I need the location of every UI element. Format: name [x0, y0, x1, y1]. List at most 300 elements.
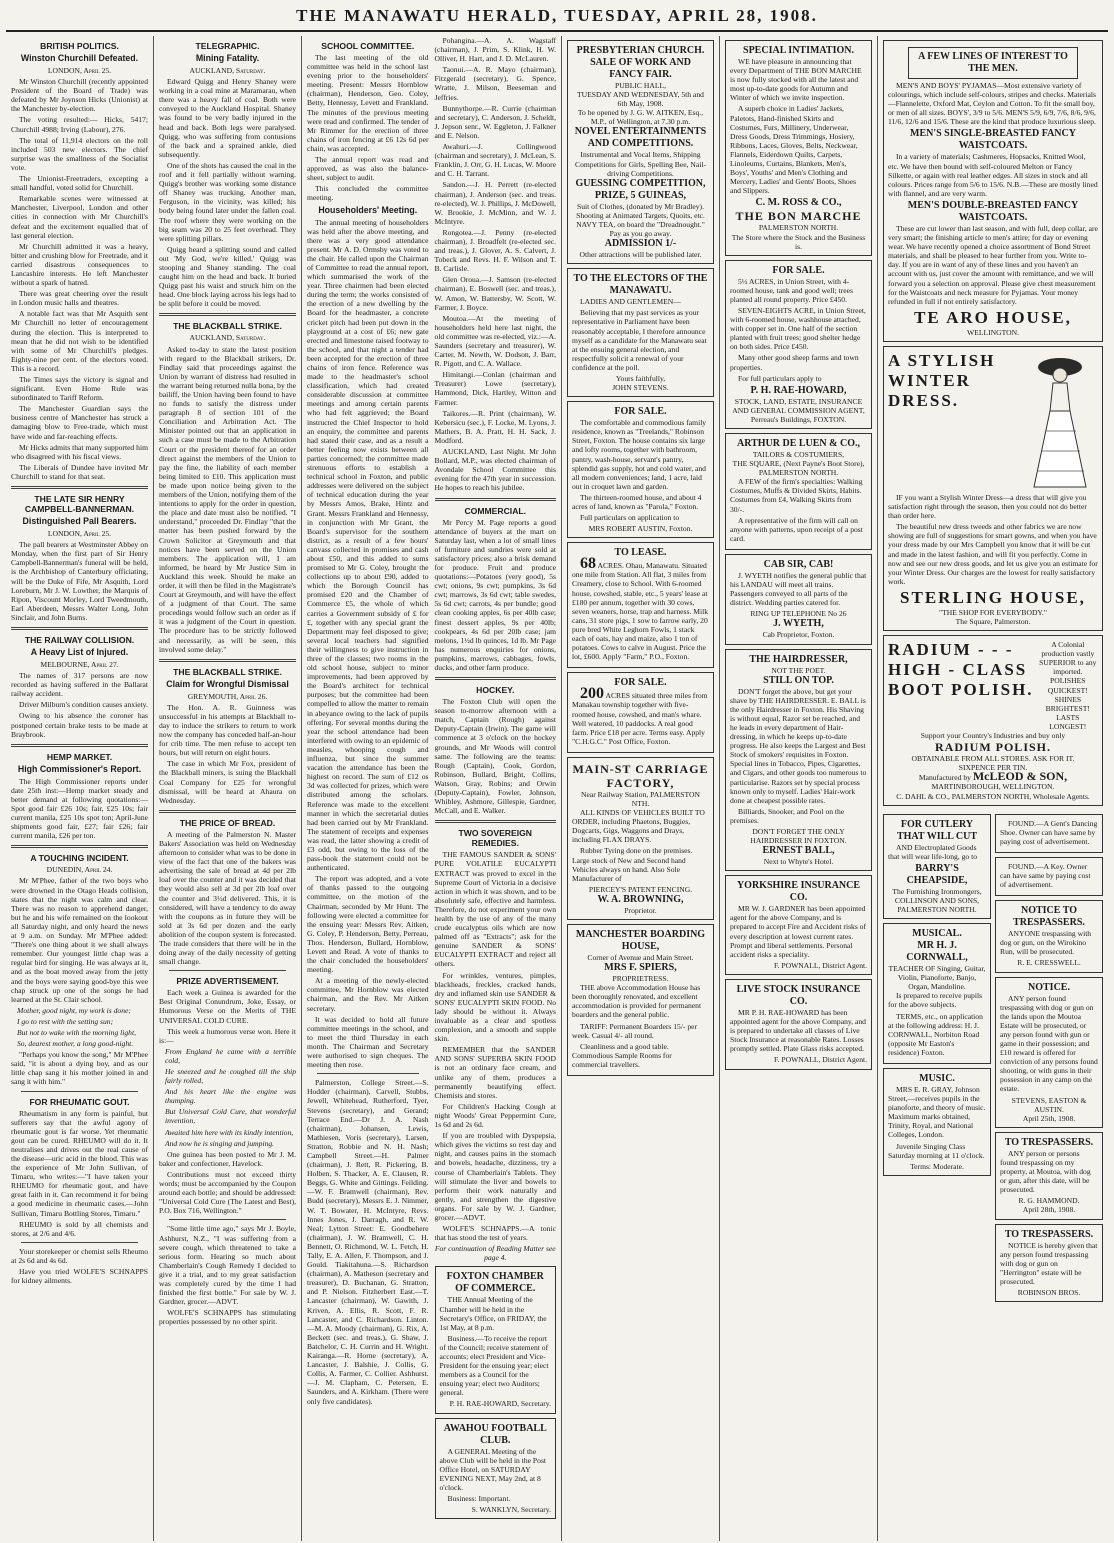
- ad-text: Rubber Tyring done on the premises. Large stock of New and Second hand Vehicles always on hand. Also Sole Manufacturer of: [572, 846, 693, 883]
- paragraph: Taikores.—R. Print (chairman), W. Kebersicu (sec.), F. Locke, M. Lyons, J. Mathers, B. A. Pratt, H. H. Sack, J. Modford.: [434, 408, 556, 445]
- paragraph: WOLFE'S SCHNAPPS.—A tonic that has stood the test of years.: [434, 1224, 556, 1243]
- ad-text: STOCK, LAND, ESTATE, INSURANCE AND GENERAL COMMISSION AGENT,: [732, 396, 865, 415]
- ad-text: Corner of Avenue and Main Street.: [587, 953, 694, 962]
- poem-line: From England he came with a terrible cold,: [165, 1046, 296, 1065]
- paragraph: The annual report was read and approved, as was also the balance-sheet, subject to audit.: [307, 155, 429, 183]
- ad-heading: ARTHUR DE LUEN & CO.,: [737, 438, 860, 449]
- paragraph: This week a humorous verse won. Here it is:—: [159, 1026, 296, 1045]
- ad-text: TAILORS & COSTUMIERS,: [752, 450, 845, 459]
- paragraph: One guinea has been posted to Mr J. M. baker and confectioner, Havelock.: [159, 1149, 296, 1168]
- ad-heading: A FEW LINES OF INTEREST TO THE MEN.: [908, 47, 1078, 79]
- paragraph: The total of 11,914 electors on the roll included 503 new electors. The chief surprise was the smallness of the Socialist vote.: [11, 135, 148, 172]
- ad-text: A GENERAL Meeting of the above Club will be held in the Post Office Hotel, on SATURDAY EVENING NEXT, May 2nd, at 8 o'clock.: [439, 1446, 547, 1492]
- ad-text: TUESDAY AND WEDNESDAY, 5th and 6th May, 1908.: [577, 90, 704, 109]
- masthead: THE MANAWATU HERALD, TUESDAY, APRIL 28, 1908.: [6, 4, 1108, 32]
- ad-text: TERMS, etc., on application at the following address: H. J. CORNWALL, Norbiton Road (opposite Mr Easton's residence) Foxton.: [888, 1011, 983, 1057]
- paragraph: RHEUMO is sold by all chemists and stores, at 2/6 and 4/6.: [11, 1219, 148, 1238]
- ad-text: The Furnishing Ironmongers, COLLINSON AND SONS, PALMERSTON NORTH.: [892, 886, 982, 914]
- dateline: LONDON, April 25.: [47, 529, 112, 539]
- trespass-notice: [995, 977, 1103, 1128]
- ad-text: DON'T FORGET THE ONLY HAIRDRESSER IN FOXTON.: [750, 827, 847, 846]
- te-aro-house-ad: [883, 40, 1103, 342]
- acreage-number: 200: [580, 685, 604, 703]
- article-headline: Distinguished Pall Bearers.: [22, 516, 137, 527]
- ad-signature: W. A. BROWNING,: [597, 893, 684, 905]
- ad-text: Next to Whyte's Hotel.: [763, 857, 834, 867]
- radium-header: [888, 640, 1098, 731]
- column-3: [302, 36, 562, 1541]
- ad-text: THE SQUARE, (Next Payne's Boot Store), PALMERSTON NORTH.: [732, 459, 865, 478]
- ad-heading: FOR CUTLERY THAT WILL CUT: [896, 818, 978, 842]
- ad-heading: THE HAIRDRESSER,: [749, 653, 848, 665]
- column-1: [6, 36, 154, 1541]
- divider: [159, 810, 296, 813]
- awahou-football-ad: [435, 1418, 557, 1520]
- ad-text: ANY person found trespassing with dog or gun on the lands upon the Moutoa Estate will be prosecuted, or any person found with gun or game in their possession; and £10 reward is offered for conviction of any persons found shooting, or with guns in their possession in any camp on the estate.: [1000, 993, 1098, 1094]
- paragraph: One of the shots has caused the coal in the roof and it fell partially without warning. Quigg's brother was working some distance off Shaney was trucking. Another man, Ferguson, in the vicinity, was killed; his body being found later under the fallen coal. The roof where they were working on the big seam was 20 to 25 feet overhead. They were splitting pillars.: [159, 160, 296, 243]
- ad-heading: MUSICAL.: [912, 928, 962, 940]
- ad-text: PUBLIC HALL,: [614, 81, 667, 90]
- ad-text: "THE SHOP FOR EVERYBODY.": [939, 607, 1047, 617]
- ad-subheading: SALE OF WORK AND FANCY FAIR.: [590, 57, 691, 80]
- ad-text: ANYONE trespassing with dog or gun, on the Wirokino Run, will be prosecuted.: [1000, 929, 1092, 957]
- paragraph: Contributions must not exceed thirty words; must be accompanied by the Coupon around each bottle; and should be addressed: "Universal Cold Cure (The Latest and Best), P.O. Box 716, Wellington.": [159, 1169, 296, 1216]
- ad-text: Believing that my past services as your representative in Parliament have been reasonably acceptable, I therefore announce myself as a candidate for the Manawatu seat at the ensuing general election, and respectfully solicit a renewal of your confidence at the poll.: [572, 308, 707, 372]
- ad-text: Other attractions will be published later.: [579, 250, 702, 260]
- paragraph: Palmerston, College Street.—S. Hodder (chairman), Carvell, Stubbs, Jewell, Whitehead, Rutherford, Tyer, Stevens (secretary), and Gerand; Terrace End.—Dr J. A. Nash (chairman), Johansen, Lewis, Mathiesen, Voris (secretary), Larsen, Stratton, Robbie and N. H. Nash; Campbell Street.—H. Palmer (chairman), J. Rett, R. Pickering, B. Holben, S. Thacker, A. E. Clausen, R. Beggs, G. White and Gittings. Feilding.—W. F. Bramwell (chairman), Rev. Budd (secretary), Messrs E. J. Nimmer, W. T. Bowater, H. McIntyre, Revs. Innes Jones, J. Darragh, and R. W. Neal; Lytton Street: E. Goodbehere (chairman), J. W. Bramwell, C. H. Bennett, O. Richmond, W. L. Fetch, H. Tally, E. A. Allen, F. Thompson, and J. Gould. Tiakitahuna.—S. Richardson (chairman), A. Matheson (secretary and treasurer), D. Buchanan, G. Stratton, and P. Nielson. Fitzherbert East.—T. Lancaster (chairman), W. Gawith, J. Kriven, A. Ellis, R. Scott, F. R. Lancaster, and C. Richardson. Linton.—M. A. Moody (chairman), G. Rix, A. Beckett (sec. and treas.), G. Shaw, J. Batchelor, C. H. Currin and H. Wright. Kairanga.—R. Horne (secretary), A. Lancaster, J. Balshie, J. Collis, G. Collis, A. Farmer, C. Collier. Ashhurst.—J. M. Clapham, C. Petersen, E. Saunders, and A. Kirkham. (There were only five candidates).: [307, 1078, 429, 1406]
- divider: [21, 1242, 138, 1243]
- ad-text: April 28th, 1908.: [1022, 1205, 1076, 1215]
- paragraph: Mr Hicks admits that many supported him who disagreed with his fiscal views.: [11, 442, 148, 461]
- ad-body: ACRES. Ohau, Manawatu. Situated one mile from Station. All flat, 3 miles from Creamery, close to School. With 6-roomed house, cowshed, stable, etc., 5 years' lease at £180 per annum, together with 30 cows, seven weaners, horse, trap and harness. Milk cans, 31 store pigs, 1 sow to farrow early, 20 pure bred White Leghorn Fowls, 1 stack each of oats, hay and maize, also 1 ton of potatoes. Cows to calve in August. Price the lot, £600. Apply "Farm," P.O., Foxton.: [572, 561, 709, 662]
- paragraph: "Perhaps you know the song," Mr M'Phee said, "it is about a dying boy, and as our little chap sang it his mother joined in and sang it with him.": [11, 1050, 148, 1087]
- divider: [435, 677, 557, 680]
- store-name: TE ARO HOUSE,: [914, 307, 1072, 327]
- divider: [169, 970, 286, 971]
- ad-signature: MR H. J. CORNWALL,: [906, 940, 968, 964]
- trespass-notice: [995, 1224, 1103, 1303]
- ad-text: In a variety of materials; Cashmeres, Hopsacks, Knitted Wool, etc. We have then bound with self-coloured Melton or Fancy Silkette, or again with real leather edges. All sizes in stock and all colours. Prices range from 5/6 to 15/6. N.B.—These are mostly lined with flannel, and are very warm.: [888, 152, 1098, 198]
- paragraph: Owing to his absence the coroner has postponed certain brake tests to be made at Braybrook.: [11, 711, 148, 739]
- paragraph: "Some little time ago," says Mr J. Boyle, Ashhurst, N.Z., "I was suffering from a severe cough, which threatened to take a serious form. Hearing so much about Chamberlain's Cough Remedy I decided to give it a trial, and to my great satisfaction was completely cured by the time I had finished the first bottle." For sale by W. J. Gardner, grocer.—ADVT.: [159, 1224, 296, 1307]
- paragraph: Pohangina.—A. A. Wagstaff (chairman), J. Prim, S. Klink, H. W. Olliver, H. Hart, and J. D. McLauren.: [434, 36, 556, 64]
- ad-text: The comfortable and commodious family residence, known as "Treelands," Robinson Street, Foxton. The house contains six large and lofty rooms, together with bathroom, pantry, wash-house, servant's pantry, splendid gas supply, hot and cold water, and all modern conveniences; land, 1 acre, laid out in croquet lawn and garden.: [572, 418, 707, 491]
- paragraph: Mr M'Phee, father of the two boys who were drowned in the Otago Heads collision, states that the night was calm and clear. There was no reason to apprehend danger, but he and his wife remained on the lookout all Saturday night, and only heard the news at 9 a.m. on Sunday. Mr M'Phee added: "There's one thing about it we shall always remember. Our youngest little chap was a regular bird for singing. He was always at it, and as the boat moved away from the jetty and the boys were saying good-bye this wee chap struck up one of the songs he had learned at the St. Clair school.: [11, 876, 148, 1004]
- divider: [159, 659, 296, 662]
- ad-signature: JOHN STEVENS.: [612, 383, 669, 393]
- divider: [11, 744, 148, 747]
- ad-heading: SPECIAL INTIMATION.: [743, 45, 854, 56]
- paragraph: The names of 317 persons are now recorded as having suffered in the Ballarat railway accident.: [11, 671, 148, 699]
- paragraph: Quigg heard a splitting sound and called out 'My God, we're killed.' Quigg was stooping and Shaney standing. The coal caught him on the head and back. It buried Quigg past his waist and struck him on the head. One block laying across his legs had to be split before it could be moved.: [159, 244, 296, 309]
- paragraph: Mr Churchill admitted it was a heavy, bitter and crushing blow for Freetrade, and it carried disastrous consequences to Lancashire interests. He left Manchester without a spark of hatred.: [11, 241, 148, 288]
- ad-heading: NOTICE.: [1028, 981, 1070, 993]
- ad-text: PALMERSTON NORTH.: [758, 223, 839, 233]
- ad-text: DON'T forget the above, but get your shave by THE HAIRDRESSER. E. BALL is the only Hairdresser in Foxton. His Shaving is without equal, Razor set be reached, and he leads in every department of Hair-dressing, in which he keeps up-to-date progress. He also keeps the Largest and Best Stock of smokers' requisites in Foxton. Special lines in Tobacco, Pipes, Cigarettes, and Cigars, and other goods too numerous to particularise. Razors set by special process known only to myself. Ladies' Hair-work done at cheapest possible rates.: [730, 686, 867, 805]
- headline-line: WINTER: [888, 370, 971, 390]
- poem-line: But not to wake with the morning light,: [17, 1027, 136, 1037]
- paragraph: Bunnythorpe.—R. Currie (chairman and secretary), C. Anderson, J. Scheldt, J. Jepson senr., W. Eggleton, J. Falkner and E. Nelson.: [434, 103, 556, 140]
- ad-text: PIERCEY'S PATENT FENCING.: [588, 884, 693, 894]
- ad-text: Suit of Clothes, (donated by Mr Bradley).: [577, 201, 704, 211]
- ad-body: ACRES situated three miles from Manakau township together with five-roomed house, cowshed, and man's whare. Well watered, 10 paddocks. A real good farm. Price £18 per acre. Terms easy. Apply "C.H.G.C." Post Office, Foxton.: [572, 691, 708, 746]
- forsale2-ad: [567, 672, 714, 753]
- radium-polish-ad: [883, 635, 1103, 806]
- acreage-number: 68: [580, 555, 596, 573]
- divider: [11, 486, 148, 489]
- ad-text: Is prepared to receive pupils for the above subjects.: [888, 991, 983, 1010]
- section-heading: THE PRICE OF BREAD.: [179, 817, 276, 828]
- column-6-right: [995, 810, 1103, 1306]
- ad-subheading: STILL ON TOP.: [763, 674, 834, 686]
- ad-subheading: NOVEL ENTERTAINMENTS AND COMPETITIONS.: [574, 126, 707, 150]
- radium-headline: [888, 640, 1034, 700]
- dateline: MELBOURNE, April 27.: [40, 659, 119, 669]
- section-heading: PRIZE ADVERTISEMENT.: [176, 976, 279, 987]
- ad-text: NOTICE is hereby given that any person found trespassing with dog or gun on "Herrington" estate will be prosecuted.: [1000, 1240, 1098, 1286]
- ad-signature: R. E. CRESSWELL.: [1017, 958, 1081, 968]
- electors-ad: [567, 268, 714, 397]
- ad-text: FOUND.—A Gent's Dancing Shoe. Owner can have same by paying cost of advertisement.: [1000, 818, 1098, 846]
- section-heading: FOR RHEUMATIC GOUT.: [29, 1096, 130, 1107]
- column-6-left: [883, 810, 991, 1306]
- paragraph: The annual meeting of householders was held after the above meeting, and there was a very good attendance present. Mr A. D. Ormsby was voted to the chair. He called upon the Chairman of Committee to read the annual report, which summarised the work of the year. Three chairmen had been elected during the term; the works consisted of the erection of a new dwelling by the Board for the headmaster, a concrete cricket pitch had been put down in the playground at a cost of £6; new gate erected and limestone raised footway to the school, and that night a tender had been accepted for the erection of three chains of iron fence. Reference was made to the headmaster's school classification, which had created considerable discussion at committee meetings and among certain parents who had felt aggrieved; the Board instructed the Chief Inspector to hold an enquiry, the committee and parents had stated their case, and as a result a better feeling now exists between all parties concerned; the committee made strenuous efforts to establish a technical school in Foxton, and public addresses were delivered on the subject of technical education during the year by Messrs Amos, Brake, Hintz and Grant. Messrs Frankland and Hennessy, in conjunction with Mr Grant, the Board's supervisor for the southern district, as a result of a few hours' canvass collected in promises and cash about £50, and this added to sums promised to Mr G. Coley, brought the collections up to about £90, added to which the Borough Council has promised £20 and the Chamber of Commerce £5, the whole of which carries a Government subsidy of £ for £, together with any special grant the Department may feel disposed to give; several local teachers had signified their willingness to give instruction in three of the classes; two rooms in the old school house, subject to minor improvements, had been approved by the Board's architect for technical purposes; but the committee had been compelled to allow the matter to remain in abeyance owing to the lack of pupils offering. For several months during the year the school attendance had been interfered with owing to an epidemic of measles, whooping cough and influenza, but since the summer vacation the attendance has been the highest on record. The sum of £12 os 3d was collected for prizes, which were distributed among the scholars. Reference was made to the excellent manner in which the secretarial duties had been carried out by Mr Frankland. The statement of receipts and expenses was read, the latter showing a credit of £3 odd, but owing to the loss of the pass-book the statement could not be authenticated.: [307, 217, 429, 873]
- lady-figure-illustration: [1020, 351, 1098, 493]
- ad-heading: FOR SALE.: [614, 677, 667, 689]
- forsale-ad: [567, 401, 714, 538]
- ad-text: The Square, Palmerston.: [955, 617, 1031, 626]
- cutlery-ad: [883, 814, 991, 919]
- footer-note: Have you tried WOLFE'S SCHNAPPS for kidney ailments.: [11, 1267, 148, 1286]
- ad-text: ALL KINDS OF VEHICLES BUILT TO ORDER, including Phaetons, Buggies, Dogcarts, Gigs, Waggons and Drays, including FLAX DRAYS.: [572, 808, 705, 845]
- hairdresser-ad: [725, 649, 872, 872]
- paragraph: Mr Winston Churchill (recently appointed President of the Board of Trade) was defeated by Mr Joynson Hicks (Unionist) at the Manchester by-election.: [11, 77, 148, 114]
- ad-text: The beautiful new dress tweeds and other fabrics we are now showing are full of suggestions for smart gowns, and when you have your dress made by our Mrs Campbell you know that it will be cut and made in the latest fashion, and will fit you perfectly. Come in now and see our new dress goods, and let us give you an estimate for your Winter Dress. Our charges are the lowest for really satisfactory work.: [888, 522, 1098, 586]
- article-headline: A Heavy List of Injured.: [30, 646, 129, 657]
- ad-text: THE above Accommodation House has been thoroughly renovated, and excellent accommodation is provided for permanent boarders and the general public.: [572, 983, 702, 1020]
- paragraph: There was great cheering over the result in London music halls and theatres.: [11, 289, 148, 308]
- manufacturer-name: McLEOD & SON,: [972, 769, 1068, 784]
- paragraph: The voting resulted:— Hicks, 5417; Churchill 4988; Irving (Labour), 276.: [11, 115, 148, 134]
- section-heading: THE BLACKBALL STRIKE.: [173, 666, 282, 677]
- paragraph: The case in which Mr Fox, president of the Blackball miners, is suing the Blackball Coal Company for £25 for wrongful dismissal, will be heard at Ahaura on Wednesday.: [159, 759, 296, 805]
- column-2: [154, 36, 302, 1541]
- ad-heading: TO THE ELECTORS OF THE MANAWATU.: [573, 273, 708, 297]
- product-name: RADIUM POLISH.: [934, 740, 1051, 755]
- paragraph: It was decided to hold all future committee meetings in the school, and to meet the third Thursday in each month. The Chairman and Secretary were authorised to sign cheques. The meeting then rose.: [307, 1014, 429, 1070]
- section-heading: THE LATE SIR HENRY CAMPBELL-BANNERMAN.: [24, 494, 135, 515]
- paragraph: The Liberals of Dundee have invited Mr Churchill to stand for that seat.: [11, 462, 148, 481]
- ad-heading: AWAHOU FOOTBALL CLUB.: [443, 1422, 547, 1446]
- ad-text: ANY person or persons found trespassing on my property, at Moutoa, with dog or gun, after this date, will be prosecuted.: [1000, 1148, 1091, 1195]
- ad-heading: CAB SIR, CAB!: [763, 558, 834, 570]
- poem-line: Mother, good night, my work is done;: [17, 1005, 131, 1015]
- section-heading: TWO SOVEREIGN REMEDIES.: [458, 828, 533, 849]
- union-street-forsale-ad: [725, 260, 872, 429]
- paragraph: Edward Quigg and Henry Shaney were working in a coal mine at Maramarau, when there was a heavy fall of coal. Both were conveyed to the Auckland Hospital. Shaney was found to be very badly injured in the head and back. Both legs were paralysed. Quigg, who was suffering from contusions of the back and a sprained ankle, died subsequently.: [159, 77, 296, 159]
- ad-text: C. DAHL & CO., PALMERSTON NORTH, Wholesale Agents.: [896, 791, 1090, 801]
- columns: [6, 36, 1108, 1541]
- ad-heading: NOTICE TO TRESPASSERS.: [1013, 905, 1085, 929]
- ad-subheading: GUESSING COMPETITION, PRIZE, 5 GUINEAS,: [575, 177, 706, 201]
- paragraph: THE FAMOUS SANDER & SONS' PURE VOLATILE EUCALYPTI EXTRACT was proved to excel in the Supreme Court of Victoria in a decisive action in which it was shown, and to be absolutely safe, effective and harmless. Therefore, do not experiment your own health by the use of any of the many crude eucalyptus oils which are now palmed off as "Extracts"; ask for the genuine SANDER & SONS' EUCALYPTI EXTRACT and reject all others.: [434, 850, 556, 969]
- paragraph: Rongotea.—J. Penny (re-elected chairman), J. Broadfelt (re-elected sec. and treas.), J. Glover, A. S. Calvert, J. Tobeck and Revs. H. F. Wilson and T. B. Carlisle.: [434, 227, 556, 274]
- ad-signature: F. POWNALL, District Agent.: [773, 960, 867, 970]
- carriage-factory-ad: [567, 757, 714, 920]
- ad-text: OBTAINABLE FROM ALL STORES. ASK FOR IT.: [911, 754, 1075, 764]
- ad-text: April 25th, 1908.: [1022, 1113, 1076, 1123]
- poem-line: So, dearest mother, a long good-night.: [17, 1039, 134, 1049]
- ad-text: These are cut lower than last season, and with full, deep collar, are very smart; the finishing article to men's attire; for day or evening wear. We have recently opened a choice assortment of Bond Street materials, and shall be pleased to hear further from you. Write to-day. If you are in want of any of these lines and you haven't an account with us, just cover the amount with remittance, and we will forward you a selection on approval. Please give chest measurement for the Waistcoats and neck measure for Pyjamas. Your money refunded in full if not entirely satisfactory.: [888, 223, 1098, 306]
- ad-heading: FOXTON CHAMBER OF COMMERCE.: [446, 1271, 544, 1295]
- cab-ad: [725, 554, 872, 645]
- column-6-split: [883, 810, 1103, 1306]
- section-heading: TELEGRAPHIC.: [195, 41, 260, 51]
- paragraph: WOLFE'S SCHNAPPS has stimulating properties possessed by no other spirit.: [159, 1308, 296, 1327]
- divider: [21, 1091, 138, 1092]
- trespass-notice: [995, 1132, 1103, 1220]
- ad-text: PROPRIETRESS.: [612, 974, 669, 984]
- ad-text: MRS E. R. GRAY, Johnson Street,—receives pupils in the pianoforte, and theory of music. Maximum marks obtained, Trinity, Royal, and National Colleges, London.: [888, 1085, 986, 1140]
- article-headline: Winston Churchill Defeated.: [20, 53, 139, 63]
- divider: [169, 1219, 286, 1220]
- ad-signature: ROBINSON BROS.: [1017, 1287, 1081, 1297]
- ad-text: Juvenile Singing Class Saturday morning at 11 o'clock.: [888, 1141, 985, 1160]
- article-headline: High Commissioner's Report.: [17, 763, 142, 774]
- section-heading: HOCKEY.: [476, 685, 515, 696]
- ad-subheading: MEN'S SINGLE-BREASTED FANCY WAISTCOATS.: [910, 128, 1076, 152]
- ad-text: The Store where the Stock and the Business is.: [731, 232, 866, 251]
- paragraph: At a meeting of the newly-elected committee, Mr Hornblow was elected chairman, and the Rev. Mr Aitken secretary.: [307, 976, 429, 1013]
- ad-signature: ERNEST BALL,: [762, 845, 835, 857]
- paragraph: Awahuri.—J. Collingwood (chairman and secretary), J. McLean, S. Franklin, J. Orr, G. H. Lucas, W. Moore and C. H. Tarrant.: [434, 142, 556, 179]
- ad-text: Proprietor.: [624, 905, 657, 915]
- boarding-house-ad: [567, 924, 714, 1076]
- continuation-note: For continuation of Reading Matter see page 4.: [434, 1244, 556, 1263]
- ad-text: The thirteen-roomed house, and about 4 acres of land, known as "Parola," Foxton.: [572, 492, 702, 511]
- ad-signature: P. H. RAE-HOWARD, Secretary.: [449, 1399, 551, 1409]
- ad-heading: TO TRESPASSERS.: [1004, 1136, 1094, 1148]
- divider: [435, 498, 557, 501]
- dateline: DUNEDIN, April 24.: [46, 865, 113, 875]
- paragraph: Moutoa.—At the meeting of householders held here last night, the old committee was re-elected, viz.:—A. Saunders (secretary and treasurer), W. Carter, M. Newth, W. Dodson, J. Barr, R. Pigott, and C. A. Wallace.: [434, 313, 556, 369]
- paragraph: The Hon. A. R. Guinness was unsuccessful in his attempts at Blackball to-day to induce the strikers to return to work now the company has conceded half-an-hour for crib time. The men refuse to accept ten hours, but will return on eight hours.: [159, 702, 296, 758]
- de-luen-ad: [725, 433, 872, 550]
- music-ad: [883, 1068, 991, 1176]
- ad-text: AND Electroplated Goods that will wear life-long, go to: [888, 842, 977, 861]
- trespass-notice: [995, 900, 1103, 972]
- ad-signature: F. POWNALL, District Agent.: [773, 1055, 867, 1065]
- ad-text: [572, 685, 709, 746]
- ad-text: Billiards, Snooker, and Pool on the premises.: [730, 806, 845, 825]
- ad-text: MARTINBOROUGH, WELLINGTON.: [931, 782, 1055, 792]
- paragraph: This concluded the committee meeting.: [307, 184, 429, 203]
- section-heading: A TOUCHING INCIDENT.: [30, 853, 129, 864]
- paragraph: The report was adopted, and a vote of thanks passed to the outgoing committee, on the motion of the Chairman, seconded by Mr Hunt. The following were elected a committee for the ensuing year: Messrs Rev. Aitken, G. Coley, P. Henderson, Betty, Perreau, Thos. Henderson, Bullard, Hornblow, Levett and Read. A vote of thanks to the chair concluded the householders' meeting.: [307, 874, 429, 975]
- ad-text: For full particulars apply to: [738, 373, 822, 383]
- ad-text: SIXPENCE PER TIN.: [958, 763, 1028, 773]
- ad-heading: LIVE STOCK INSURANCE CO.: [736, 983, 861, 1007]
- paragraph: Sandon.—J. H. Perrett (re-elected chairman), J. Anderson (sec. and treas. re-elected), W. J. Phillips, J. McDowell, W. Brookie, J. McMinn, and W. J. McIntyre.: [434, 180, 556, 226]
- dateline: AUCKLAND, Saturday.: [189, 333, 266, 343]
- poem-line: And his heart like the engine was thumping.: [165, 1087, 296, 1106]
- ad-heading: YORKSHIRE INSURANCE CO.: [736, 880, 861, 904]
- ad-heading: FOR SALE.: [772, 264, 825, 276]
- ad-signature: MRS F. SPIERS,: [604, 962, 677, 974]
- ad-signature: MRS ROBERT AUSTIN, Foxton.: [588, 524, 693, 534]
- dateline: LONDON, April 25.: [47, 66, 112, 75]
- ad-text: WE have pleasure in announcing that every Department of THE BON MARCHE is now fully stocked with all the latest and most up-to-date goods for Autumn and Winter of which we invite inspection.: [730, 57, 862, 103]
- column-3-left: [307, 36, 429, 1523]
- paragraph: Driver Milburn's condition causes anxiety.: [19, 700, 148, 710]
- section-heading: SCHOOL COMMITTEE.: [321, 41, 415, 51]
- poem-line: Awaited him here with its kindly intention,: [165, 1127, 294, 1137]
- found-notice: [995, 814, 1103, 853]
- paragraph: The Unionist-Freetraders, excepting a small handful, voted solid for Churchill.: [11, 174, 148, 193]
- dress-headline: [888, 351, 1016, 493]
- ad-text: MR W. J. GARDNER has been appointed agent for the above Company, and is prepared to accept Fire and Accident risks of every description at lowest current rates. Prompt and liberal settlements. Personal accident risks a speciality.: [730, 904, 867, 959]
- paragraph: For Children's Hacking Cough at night Woods' Great Peppermint Cure, 1s 6d and 2s 6d.: [434, 1101, 556, 1130]
- article-headline: Claim for Wrongful Dismissal: [166, 678, 289, 689]
- ad-signature: J. WYETH,: [773, 618, 824, 630]
- paragraph: A notable fact was that Mr Asquith sent Mr Churchill no letter of encouragement during the election. This is interpreted to mean that he did not wish to be identified with some of Mr Churchill's pledges. Eighty-nine per cent. of the electors voted. This is a record.: [11, 309, 148, 373]
- ad-text: TARIFF: Permanent Boarders 15/- per week. Casual 4/- all round.: [572, 1021, 698, 1040]
- ad-heading: FOR SALE.: [614, 406, 667, 418]
- poem-line: He sneezed and he coughed till the ship fairly rolled,: [165, 1067, 296, 1086]
- section-heading: COMMERCIAL.: [464, 505, 527, 516]
- divider: [159, 313, 296, 316]
- poem-line: And now he is singing and jumping.: [165, 1138, 275, 1148]
- ad-text: J. WYETH notifies the general public that his LANDAU will meet all trains. Passengers conveyed to all parts of the district. Wedding parties catered for.: [730, 570, 867, 608]
- ad-text: THE Annual Meeting of the Chamber will be held in the Secretary's Office, on FRIDAY, the 1st May, at 8 p.m.: [439, 1295, 547, 1332]
- ad-text: LADIES AND GENTLEMEN—: [580, 297, 681, 307]
- ad-heading: MANCHESTER BOARDING HOUSE,: [575, 929, 706, 952]
- paragraph: The Manchester Guardian says the business centre of Manchester has struck a damaging blow to Free-trade, which must have wide and far-reaching effects.: [11, 404, 148, 441]
- ad-text: Manufactured by: [918, 773, 971, 783]
- ad-text: A Colonial production vastly SUPERIOR to any imported.: [1039, 640, 1097, 677]
- ad-heading: MAIN-ST CARRIAGE FACTORY,: [572, 761, 709, 790]
- ad-heading: MUSIC.: [919, 1073, 955, 1084]
- ad-text: RING UP TELEPHONE No 26: [750, 609, 847, 619]
- manufacturer-line: [888, 769, 1098, 792]
- ad-text: Full particulars on application to: [580, 513, 680, 523]
- sterling-house-ad: [883, 346, 1103, 631]
- column-5: [720, 36, 878, 1541]
- ad-text: Near Railway Station, PALMERSTON NTH.: [581, 789, 700, 808]
- column-3-right: [435, 36, 557, 1523]
- ad-text: WELLINGTON.: [967, 327, 1019, 337]
- paragraph: For wrinkles, ventures, pimples, blackheads, freckles, cracked hands, dry and inflamed skin use SANDER & SONS' EUCALYPTI SKIN FOOD. No lady should be without it. Always invaluable as a clear and spotless complexion, and a smooth and supple skin.: [434, 970, 556, 1044]
- article-body: [11, 77, 148, 481]
- section-heading: HEMP MARKET.: [46, 751, 113, 762]
- ad-heading: PRESBYTERIAN CHURCH.: [576, 45, 705, 56]
- store-name: STERLING HOUSE,: [900, 587, 1086, 607]
- paragraph: Mr Percy M. Page reports a good attendance of buyers at the mart on Saturday last, when a lot of small lines of furniture and sundries were sold at satisfactory prices; also a brisk demand for produce. Fruit and produce quotations:—Potatoes (very good), 5s cwt; onions, 9s cwt; pumpkins, 3s 6d cwt; marrows, 3s 6d cwt; table swedes, 5s 6d cwt; carrots, 4s per bundle; good clean cooking apples, 6s per 40lb case; finest dessert apples, 9s per 40lb; cookpears, 4s 6d per 20lb case; jam melons, 1½d lb quinces, 1d lb. Mr Page has numerous enquiries for onions, pumpkins, marrows, cabbages, fowls, ducks, and other farm produce.: [434, 517, 556, 672]
- poem-line: But Universal Cold Cure, that wonderful invention,: [165, 1107, 296, 1126]
- paragraph: Himitangi.—Conlan (chairman and Treasurer) Lowe (secretary), Hammond, Dick, Hartley, Witton and Farmer.: [434, 370, 556, 407]
- ad-text: A representative of the firm will call on anyone with patterns, upon receipt of a post card.: [730, 515, 863, 543]
- ad-heading: TO LEASE.: [614, 547, 667, 559]
- ad-text: MR P. H. RAE-HOWARD has been appointed agent for the above Company, and is prepared to undertake all classes of Live Stock Insurance at reasonable Rates. Losses promptly settled. Plate Glass risks accepted.: [730, 1007, 866, 1054]
- poem-line: I go to rest with the setting sun;: [17, 1016, 114, 1026]
- headline-line: HIGH - CLASS: [888, 660, 1028, 680]
- paragraph: A meeting of the Palmerston N. Master Bakers' Association was held on Wednesday afternoon to consider what was to be done in view of the fact that one of the bakers was advertising the sale of bread at 4d per 2lb loaf over the counter and it was decided that they would also sell at 3d per 2lb loaf over the counter and 3½d delivered. This, it is considered, will have a tendency to do away with the coupons as in future they will be sold at 3s 6d per dozen and the early abolition of the coupon system is forecasted. The trade considers that there will be in the doing away of the daily necessity of getting small change.: [159, 829, 296, 967]
- ad-text: Yours faithfully,: [615, 373, 666, 383]
- ad-text: A FEW of the firm's specialties: Walking Costumes, Muffs & Divided Skirts, Habits. Costumes from £4, Walking Skirts from 30/-.: [730, 477, 863, 514]
- ad-text: IF you want a Stylish Winter Dress—a dress that will give you satisfaction right through the season, then you could not do better than order here.: [888, 492, 1087, 521]
- tolease-ad: [567, 542, 714, 668]
- divider: [11, 845, 148, 848]
- ad-text: [572, 555, 709, 662]
- headline-line: A STYLISH: [888, 350, 996, 370]
- foxton-chamber-ad: [435, 1266, 557, 1413]
- article-headline: Householders' Meeting.: [318, 204, 418, 215]
- paragraph: Glen Oroua.—J. Samson (re-elected chairman), E. Boswell (sec. and treas.), W. Amon, W. Battersby, W. Scott, W. Farmer, J. Boyce.: [434, 275, 556, 312]
- ad-text: Instrumental and Vocal Items, Shipping Competitions for Girls, Spelling Bee, Nail-driving Competitions.: [575, 150, 706, 178]
- footer-note: Your storekeeper or chemist sells Rheumo at 2s 6d and 4s 6d.: [11, 1246, 148, 1265]
- ad-subheading: MEN'S DOUBLE-BREASTED FANCY WAISTCOATS.: [907, 199, 1079, 223]
- ad-heading: TO TRESPASSERS.: [1004, 1228, 1094, 1240]
- ad-text: SEVEN-EIGHTS ACRE, in Union Street, with 6-roomed house, washhouse attached, with copper set in. One half of the section planted with fruit trees; good shelter hedge on both sides. Price £450.: [730, 305, 866, 352]
- ad-subheading: ADMISSION 1/-: [604, 238, 677, 250]
- ad-text: Business.—To receive the report of the Council; receive statement of accounts; elect President and Vice-President for the ensuing year; elect members as a Council for the ensuing year; elect two Auditors; general.: [439, 1333, 549, 1398]
- store-name: THE BON MARCHE: [735, 209, 862, 224]
- paragraph: Each week a Guinea is awarded for the Best Original Conundrum, Joke, Essay, or Humorous Verse on the Merits of THE UNIVERSAL COLD CURE.: [159, 988, 296, 1025]
- paragraph: The Foxton Club will open the season to-morrow afternoon with a match, Captain (Rough) against Deputy-Captain (Irwin). The game will commence at 3 o'clock on the hockey grounds, and Mr Woods will control same. The following are the teams: Rough (Captain), Cook, Gordon, Robinson, Bullard, Bright, Collins, Watson, Gray, Robins; and Orwin (Deputy-Captain), Fowler, Johnson, Whibley, Ashmore, Gillespie, Gardner, McCall, and E. Walker.: [434, 697, 556, 816]
- article-headline: Mining Fatality.: [195, 53, 260, 63]
- ad-text: Perreau's Buildings, FOXTON.: [750, 414, 847, 424]
- ad-signature: P. H. RAE-HOWARD,: [750, 384, 847, 396]
- headline-line: RADIUM - - -: [888, 640, 1014, 660]
- ad-text: TEACHER OF Singing, Guitar, Violin, Pianoforte, Banjo, Organ, Mandoline.: [888, 964, 986, 992]
- ad-text: FOUND.—A Key. Owner can have same by paying cost of advertisement.: [1000, 861, 1091, 890]
- divider: [11, 627, 148, 630]
- ad-text: Support your Country's Industries and buy only: [920, 731, 1066, 741]
- paragraph: The Times says the victory is signal and significant. Even Home Rule was subordinated to Tariff Reform.: [11, 375, 148, 403]
- paragraph: Remarkable scenes were witnessed at Manchester, Liverpool, London and other cities in connection with Mr Churchill's defeat and the excitement equalled that of last general election.: [11, 194, 148, 240]
- paragraph: The pall bearers at Westminster Abbey on Monday, when the first part of Sir Henry Campbell-Bannerman's funeral will be held, is the Archbishop of Canterbury officiating, will be the Duke of Fife, Mr Asquith, Lord Loreburn, Mr J. W. Lowther, the Marquis of Ripon, Viscount Morley, Lord Tweedmouth, Earl Aberdeen, Messrs Walter Long, John Sinclair, and John Burns.: [11, 540, 148, 622]
- paragraph: Asked to-day to state the latest position with regard to the Blackball strikers, Dr. Findlay said that proceedings against the Union by warrant of distress had resulted in the warrant being returned nulla bona, by the bailiff, the Union having been found to have no funds to satisfy the distress under paragraph 8 of section 101 of the Conciliation and Arbitration Act. The Minister pointed out that an application in such a case must be made to the Arbitration Court or the president thereof for an order direct against the members of the Union to pay the fine, the liability of each member being limited to £10. This application must be made upon notice being given to the members of the Union, notifying them of the intentions to apply for the order in question, the place and date must also be notified. "I understand," proceeded Dr. Findlay "that the matter has been pushed forward by the Crown Solicitor at Greymouth and that notices have been served on the Union members. The application will, I am informed, be heard by Mr Justice Sim in Auckland this week. Should he make an order, it will then be filed in the Magistrate's Court at Greymouth, and will have the effect of a judgment of that Court. The same procedings would follow such an order as if it was a judgment of the Court in question. The procedure has to be strictly followed and necessarily, as will be seen, this involved some delay.": [159, 344, 296, 654]
- dateline: AUCKLAND, Saturday.: [189, 66, 266, 75]
- paragraph: Taonui.—A. R. Mayo (chairman), Fitzgerald (secretary), G. Spence, Wratte, J. Milson, Beeseman and Jeffries.: [434, 65, 556, 102]
- column-3-split: [307, 36, 556, 1523]
- ad-text: MEN'S AND BOYS' PYJAMAS—Most extensive variety of colourings, which include self-colours, stripes and checks. Materials—Flannelette, Oxford Mat, Ceylon and Cotton. To fit the small boy, or men of all sizes. BOYS', 3/9 to 5/6. MEN'S 5/9, 6/9, 7/6, 8/6, 9/6, 11/6, 12/6 and 15/6. These are the kind that produce luxurious sleep.: [888, 81, 1096, 127]
- ad-signature: R. G. HAMMOND.: [1018, 1196, 1080, 1206]
- ad-text: POLISHES QUICKEST! SHINES BRIGHTEST! LASTS LONGEST!: [1045, 676, 1090, 731]
- ad-text: Shooting at Animated Targets, Quoits, etc.: [576, 210, 705, 220]
- ad-text: Many other good sheep farms and town properties.: [730, 353, 859, 372]
- headline-line: DRESS.: [888, 390, 960, 410]
- paragraph: If you are troubled with Dyspepsia, which gives the victims so rest day and night, and causes pains in the stomach and bowels, headache, dizziness, try a course of Chamberlain's Tablets. They will stimulate the liver and bowels to perform their work naturally and gently, and strengthen the digestive organs. For sale by W. J. Gardner, grocer.—ADVT.: [434, 1131, 556, 1222]
- ad-text: Business: Important.: [447, 1494, 511, 1504]
- ad-text: NOT THE POET.: [771, 665, 826, 675]
- ad-signature: S. WANKLYN, Secretary.: [471, 1505, 551, 1515]
- headline-line: BOOT POLISH.: [888, 680, 1034, 700]
- paragraph: Rheumatism in any form is painful, but sufferers say that the awful agony of rheumatic gout is far worse. Yet rheumatic gout can be cured. RHEUMO will do it. It neutralises and drives out the real cause of the disease—uric acid in the blood. This was the experience of Mr John Sullivan, of Timaru, who writes:—"I have taken your RHEUMO for rheumatic gout, and have great faith in it. Can recommend it for being a good medicine in rheumatic cases.—John Sullivan, Timaru Bottling Stores, Timaru.": [11, 1108, 148, 1218]
- livestock-insurance-ad: [725, 979, 872, 1070]
- ad-text: To be opened by J. G. W. AITKEN, Esq., M.P., of Wellington, at 7.30 p.m.: [577, 108, 704, 127]
- paragraph: The High Commissioner reports under date 25th inst:—Hemp market steady and better demand at following quotations:—Spot good fair £26 10s; fair, £25 10s; fair current manila, £25 10s spot ton; April-June shipments good fair, £27; fair £26; fair current manila, £26 per ton.: [11, 776, 148, 841]
- ad-text: Cab Proprietor, Foxton.: [762, 630, 835, 640]
- ad-text: NAVY TEA, on board the "Dreadnought." Pay as you go away.: [576, 219, 705, 239]
- paragraph: AUCKLAND, Last Night. Mr John Bollard, M.P., was elected chairman of Avondale School Committee this evening for the 47th year in succession. He hopes to reach his jubilee.: [434, 447, 556, 493]
- section-heading: BRITISH POLITICS.: [40, 41, 119, 51]
- store-name: BARRY'S CHEAPSIDE,: [906, 862, 968, 886]
- section-heading: THE BLACKBALL STRIKE.: [173, 321, 282, 332]
- ad-signature: C. M. ROSS & CO.,: [755, 197, 842, 209]
- ad-signature: STEVENS, EASTON & AUSTIN.: [1011, 1095, 1087, 1114]
- divider: [435, 820, 557, 823]
